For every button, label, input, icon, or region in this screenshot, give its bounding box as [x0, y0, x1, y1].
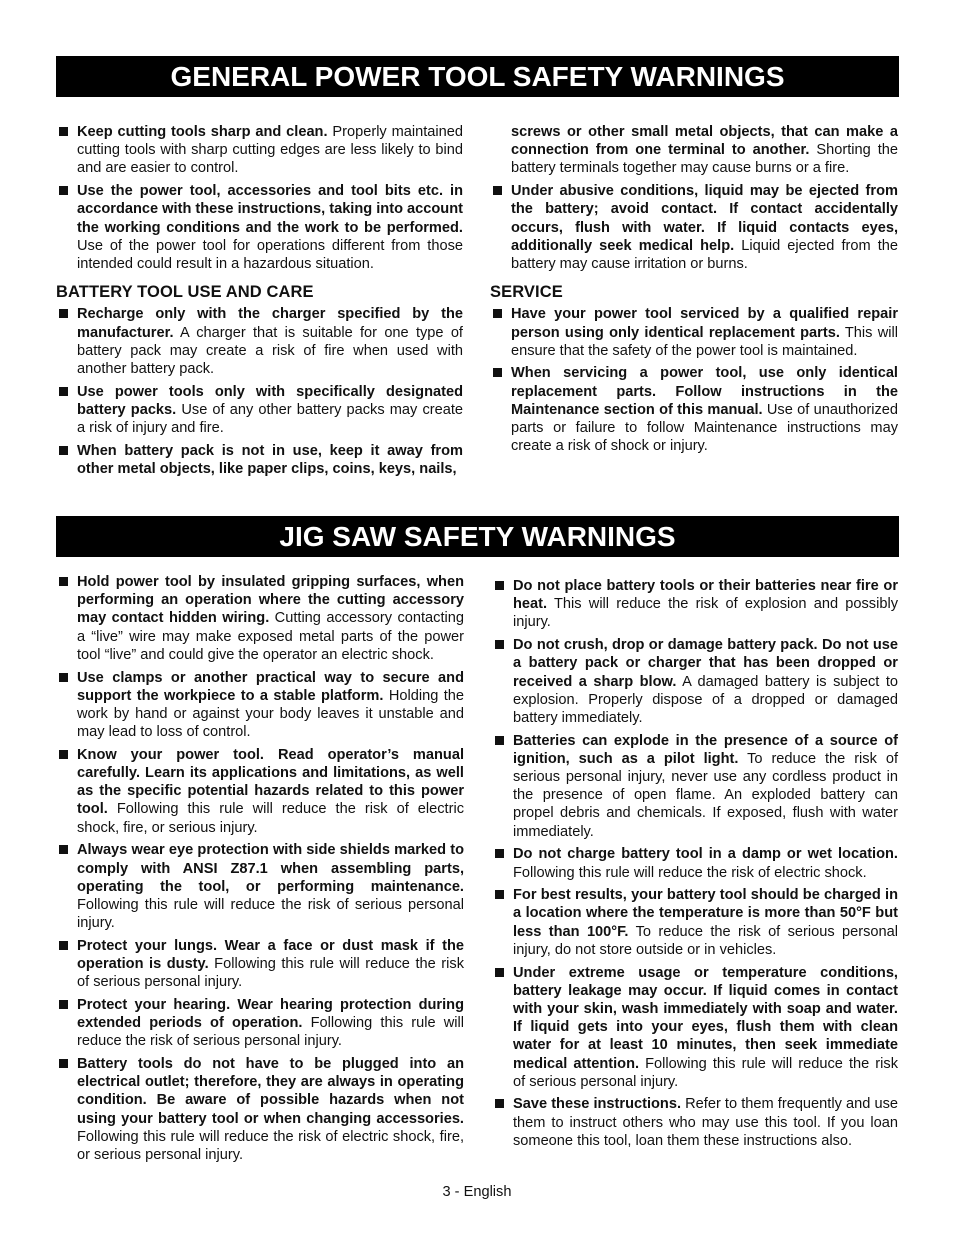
- list-item: Do not charge battery tool in a damp or wet location. Following this rule will reduce the risk of electric shock.: [492, 845, 898, 881]
- list-item: Save these instructions. Refer to them frequently and use them to instruct others who may use this tool. If you loan someone this tool, loan them these instructions also.: [492, 1095, 898, 1150]
- list-item: Know your power tool. Read operator’s manual carefully. Learn its applications and limitations, as well as the specific potential hazards related to this power tool. Following this rule will reduce the risk of electric shock, fire, or serious injury.: [56, 746, 464, 837]
- list-item: Recharge only with the charger specified by the manufacturer. A charger that is suitable for one type of battery pack may create a risk of fire when used with another battery pack.: [56, 305, 463, 378]
- jig-saw-right-column: [492, 577, 898, 1155]
- list-item: Batteries can explode in the presence of a source of ignition, such as a pilot light. To reduce the risk of serious personal injury, never use any cordless product in the presence of open flame. An exploded battery can propel debris and chemicals. If exposed, flush with water immediately.: [492, 732, 898, 841]
- list-item: Keep cutting tools sharp and clean. Properly maintained cutting tools with sharp cutting edges are less likely to bind and are easier to control.: [56, 123, 463, 178]
- list-item: Under abusive conditions, liquid may be ejected from the battery; avoid contact. If contact accidentally occurs, flush with water. If liquid contacts eyes, additionally seek medical help. Liquid ejected from the battery may cause irritation or burns.: [490, 182, 898, 273]
- subheading-service: SERVICE: [490, 283, 563, 302]
- list-item: For best results, your battery tool should be charged in a location where the temperature is more than 50°F but less than 100°F. To reduce the risk of serious personal injury, do not store outside or in vehicles.: [492, 886, 898, 959]
- list-item: Do not place battery tools or their batteries near fire or heat. This will reduce the risk of explosion and possibly injury.: [492, 577, 898, 632]
- list-item: When servicing a power tool, use only identical replacement parts. Follow instructions in the Maintenance section of this manual. Use of unauthorized parts or failure to follow Maintenance instructions may create a risk of shock or injury.: [490, 364, 898, 455]
- list-item: Hold power tool by insulated gripping surfaces, when performing an operation where the cutting accessory may contact hidden wiring. Cutting accessory contacting a “live” wire may make exposed metal parts of the power tool “live” and could give the operator an electric shock.: [56, 573, 464, 664]
- list-item: Always wear eye protection with side shields marked to comply with ANSI Z87.1 when assembling parts, operating the tool, or performing maintenance. Following this rule will reduce the risk of serious personal injury.: [56, 841, 464, 932]
- general-safety-left-column: [56, 123, 463, 483]
- jig-saw-left-column: [56, 573, 464, 1169]
- list-item: Use clamps or another practical way to secure and support the workpiece to a stable platform. Holding the work by hand or against your body leaves it unstable and may lead to loss of control.: [56, 669, 464, 742]
- list-item: Use the power tool, accessories and tool bits etc. in accordance with these instructions, taking into account the working conditions and the work to be performed. Use of the power tool for operations different from those intended could result in a hazardous situation.: [56, 182, 463, 273]
- list-item: Do not crush, drop or damage battery pack. Do not use a battery pack or charger that has been dropped or received a sharp blow. A damaged battery is subject to explosion. Properly dispose of a dropped or damaged battery immediately.: [492, 636, 898, 727]
- section-title-general-safety: GENERAL POWER TOOL SAFETY WARNINGS: [56, 56, 899, 97]
- general-safety-right-column: [490, 123, 898, 460]
- list-item-continued: screws or other small metal objects, that can make a connection from one terminal to another. Shorting the battery terminals together may cause burns or a fire.: [511, 124, 898, 177]
- list-item: Have your power tool serviced by a qualified repair person using only identical replacement parts. This will ensure that the safety of the power tool is maintained.: [490, 305, 898, 360]
- list-item: Use power tools only with specifically designated battery packs. Use of any other battery packs may create a risk of injury and fire.: [56, 383, 463, 438]
- list-item: Battery tools do not have to be plugged into an electrical outlet; therefore, they are always in operating condition. Be aware of possible hazards when not using your battery tool or when changing accessories. Following this rule will reduce the risk of electric shock, fire, or serious personal injury.: [56, 1055, 464, 1164]
- subheading-battery-tool-use: BATTERY TOOL USE AND CARE: [56, 283, 314, 302]
- list-item: Protect your hearing. Wear hearing protection during extended periods of operation. Following this rule will reduce the risk of serious personal injury.: [56, 996, 464, 1051]
- list-item: Under extreme usage or temperature conditions, battery leakage may occur. If liquid comes in contact with your skin, wash immediately with soap and water. If liquid gets into your eyes, flush them with clean water for at least 10 minutes, then seek immediate medical attention. Following this rule will reduce the risk of serious personal injury.: [492, 964, 898, 1091]
- section-title-jig-saw-safety: JIG SAW SAFETY WARNINGS: [56, 516, 899, 557]
- list-item: When battery pack is not in use, keep it away from other metal objects, like paper clips, coins, keys, nails,: [56, 442, 463, 478]
- page-number-footer: 3 - English: [442, 1184, 512, 1200]
- list-item: Protect your lungs. Wear a face or dust mask if the operation is dusty. Following this rule will reduce the risk of serious personal injury.: [56, 937, 464, 992]
